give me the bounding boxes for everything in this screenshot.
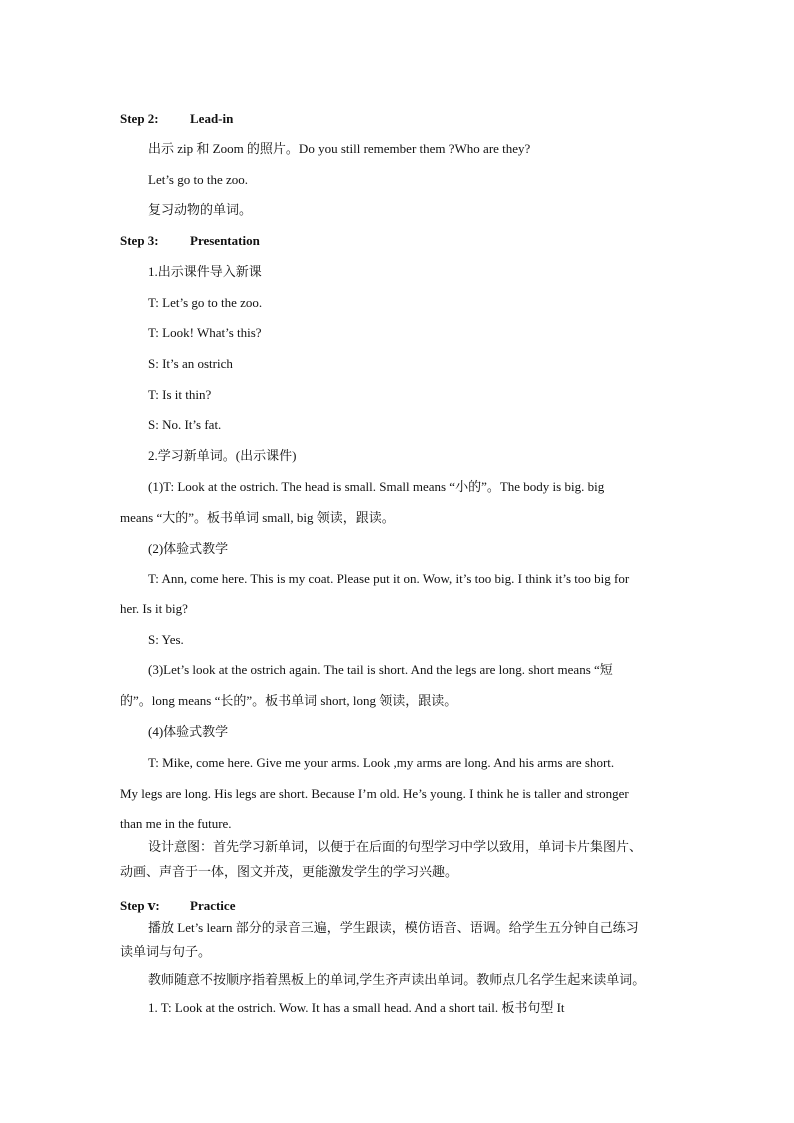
paragraph-line: T: Is it thin? (148, 387, 212, 402)
paragraph-line: than me in the future. (120, 816, 232, 831)
paragraph-line: her. Is it big? (120, 601, 188, 616)
step-title: Practice (190, 898, 236, 913)
paragraph-line: 动画、声音于一体，图文并茂，更能激发学生的学习兴趣。 (120, 864, 459, 879)
paragraph-line: Let’s go to the zoo. (148, 172, 249, 187)
paragraph-line: S: It’s an ostrich (148, 356, 233, 371)
paragraph-line: (4)体验式教学 (148, 724, 229, 739)
paragraph-line: 出示 zip 和 Zoom 的照片。Do you still remember them ?Who are they? (148, 141, 531, 156)
paragraph-line: My legs are long. His legs are short. Because I’m old. He’s young. I think he is taller and stronger (120, 786, 629, 801)
step-label: Step 2: (120, 111, 159, 126)
paragraph-line: 读单词与句子。 (120, 944, 212, 959)
paragraph-line: (1)T: Look at the ostrich. The head is small. Small means “小的”。The body is big. big (148, 479, 605, 494)
paragraph-line: means “大的”。板书单词 small, big 领读，跟读。 (120, 510, 395, 525)
paragraph-line: 1.出示课件导入新课 (148, 264, 262, 279)
paragraph-line: T: Mike, come here. Give me your arms. Look ,my arms are long. And his arms are short. (148, 755, 615, 770)
paragraph-line: T: Look! What’s this? (148, 325, 262, 340)
paragraph-line: 设计意图：首先学习新单词，以便于在后面的句型学习中学以致用，单词卡片集图片、 (148, 839, 643, 854)
paragraph-line: T: Ann, come here. This is my coat. Please put it on. Wow, it’s too big. I think it’s too big for (148, 571, 630, 586)
step-label: Step 3: (120, 233, 159, 248)
paragraph-line: 复习动物的单词。 (148, 202, 253, 217)
step-3-heading (120, 233, 260, 249)
step-2-heading (120, 111, 233, 127)
paragraph-line: 1. T: Look at the ostrich. Wow. It has a small head. And a short tail. 板书句型 It (148, 1000, 565, 1015)
step-label: Step ⅴ: (120, 898, 160, 913)
paragraph-line: S: Yes. (148, 632, 184, 647)
paragraph-line: 的”。long means “长的”。板书单词 short, long 领读，跟读。 (120, 693, 458, 708)
paragraph-line: 播放 Let’s learn 部分的录音三遍，学生跟读，模仿语音、语调。给学生五分钟自己练习 (148, 920, 639, 935)
paragraph-line: (2)体验式教学 (148, 541, 229, 556)
paragraph-line: 教师随意不按顺序指着黑板上的单词,学生齐声读出单词。教师点几名学生起来读单词。 (148, 972, 646, 987)
step-title: Presentation (190, 233, 260, 248)
paragraph-line: (3)Let’s look at the ostrich again. The tail is short. And the legs are long. short means “短 (148, 662, 613, 677)
step-4-heading (120, 898, 235, 914)
step-title: Lead-in (190, 111, 234, 126)
paragraph-line: S: No. It’s fat. (148, 417, 222, 432)
paragraph-line: 2.学习新单词。(出示课件) (148, 448, 297, 463)
paragraph-line: T: Let’s go to the zoo. (148, 295, 263, 310)
